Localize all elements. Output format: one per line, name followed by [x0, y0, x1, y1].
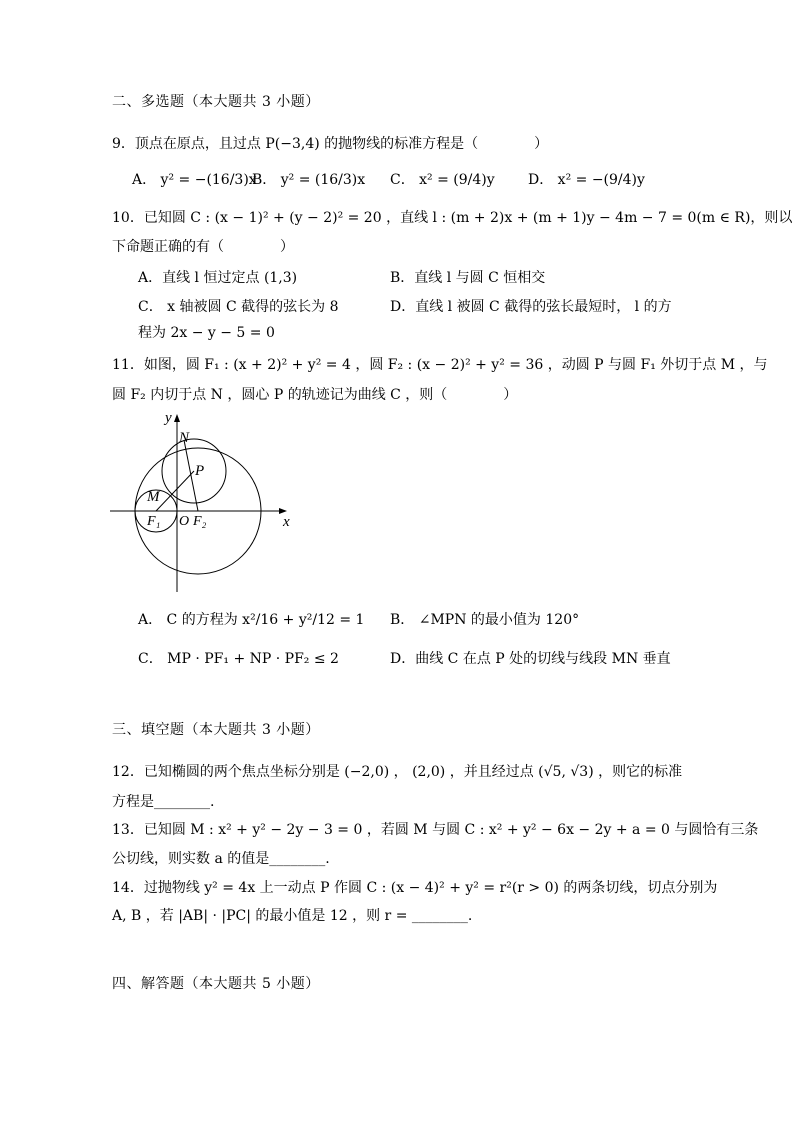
- question-14-line1: 14．过抛物线 y² = 4x 上一动点 P 作圆 C : (x − 4)² + y² = r²(r > 0) 的两条切线，切点分别为: [112, 880, 718, 896]
- label-p: P: [195, 463, 205, 479]
- question-11-option-c: C． MP · PF₁ + NP · PF₂ ≤ 2: [138, 651, 339, 667]
- question-9-stem: 9．顶点在原点，且过点 P(−3,4) 的抛物线的标准方程是（ ）: [112, 136, 549, 152]
- question-14-line2: A, B ，若 |AB| · |PC| 的最小值是 12 ，则 r = ________.: [112, 908, 473, 924]
- section-header-solution: 四、解答题（本大题共 5 小题）: [112, 976, 320, 992]
- question-10-option-c: C． x 轴被圆 C 截得的弦长为 8: [138, 299, 339, 315]
- question-12-line2: 方程是________.: [112, 794, 215, 810]
- question-12-line1: 12．已知椭圆的两个焦点坐标分别是 (−2,0) ， (2,0) ，并且经过点 (√5, √3) ，则它的标准: [112, 764, 683, 780]
- label-x: x: [283, 514, 290, 530]
- question-9-option-b: B． y² = (16/3)x: [252, 172, 366, 188]
- question-9-option-c: C． x² = (9/4)y: [390, 172, 495, 188]
- label-o: O: [179, 514, 190, 529]
- question-13-line2: 公切线，则实数 a 的值是________.: [112, 851, 330, 867]
- circle-diagram: [105, 408, 305, 594]
- section-header-multiple-choice: 二、多选题（本大题共 3 小题）: [112, 94, 320, 110]
- y-axis-arrow: [174, 414, 180, 422]
- question-11-option-d: D．曲线 C 在点 P 处的切线与线段 MN 垂直: [390, 651, 671, 667]
- question-9-option-d: D． x² = −(9/4)y: [528, 172, 645, 188]
- question-10-option-d: D．直线 l 被圆 C 截得的弦长最短时， l 的方: [390, 299, 672, 315]
- question-11-stem-line2: 圆 F₂ 内切于点 N ，圆心 P 的轨迹记为曲线 C ，则（ ）: [112, 387, 518, 403]
- label-y: y: [165, 410, 172, 426]
- question-10-option-d-cont: 程为 2x − y − 5 = 0: [138, 325, 275, 341]
- section-header-fill-in: 三、填空题（本大题共 3 小题）: [112, 722, 320, 738]
- label-n: N: [179, 430, 190, 446]
- question-11-option-b: B． ∠MPN 的最小值为 120°: [390, 612, 580, 628]
- question-10-stem-line2: 下命题正确的有（ ）: [112, 239, 294, 255]
- question-10-stem-line1: 10．已知圆 C : (x − 1)² + (y − 2)² = 20 ，直线 l : (m + 2)x + (m + 1)y − 4m − 7 = 0(m ∈ R)，则以: [112, 210, 793, 226]
- label-f2: F₂: [193, 514, 207, 529]
- question-11-stem-line1: 11．如图，圆 F₁ : (x + 2)² + y² = 4 ，圆 F₂ : (x − 2)² + y² = 36 ，动圆 P 与圆 F₁ 外切于点 M ，与: [112, 357, 768, 373]
- question-10-option-a: A．直线 l 恒过定点 (1,3): [138, 270, 298, 286]
- question-9-option-a: A． y² = −(16/3)x: [132, 172, 257, 188]
- label-f1: F₁: [147, 514, 161, 529]
- question-11-option-a: A． C 的方程为 x²/16 + y²/12 = 1: [138, 612, 365, 628]
- question-10-option-b: B．直线 l 与圆 C 恒相交: [390, 270, 546, 286]
- label-m: M: [147, 489, 160, 505]
- question-13-line1: 13．已知圆 M : x² + y² − 2y − 3 = 0 ，若圆 M 与圆 C : x² + y² − 6x − 2y + a = 0 与圆恰有三条: [112, 822, 759, 838]
